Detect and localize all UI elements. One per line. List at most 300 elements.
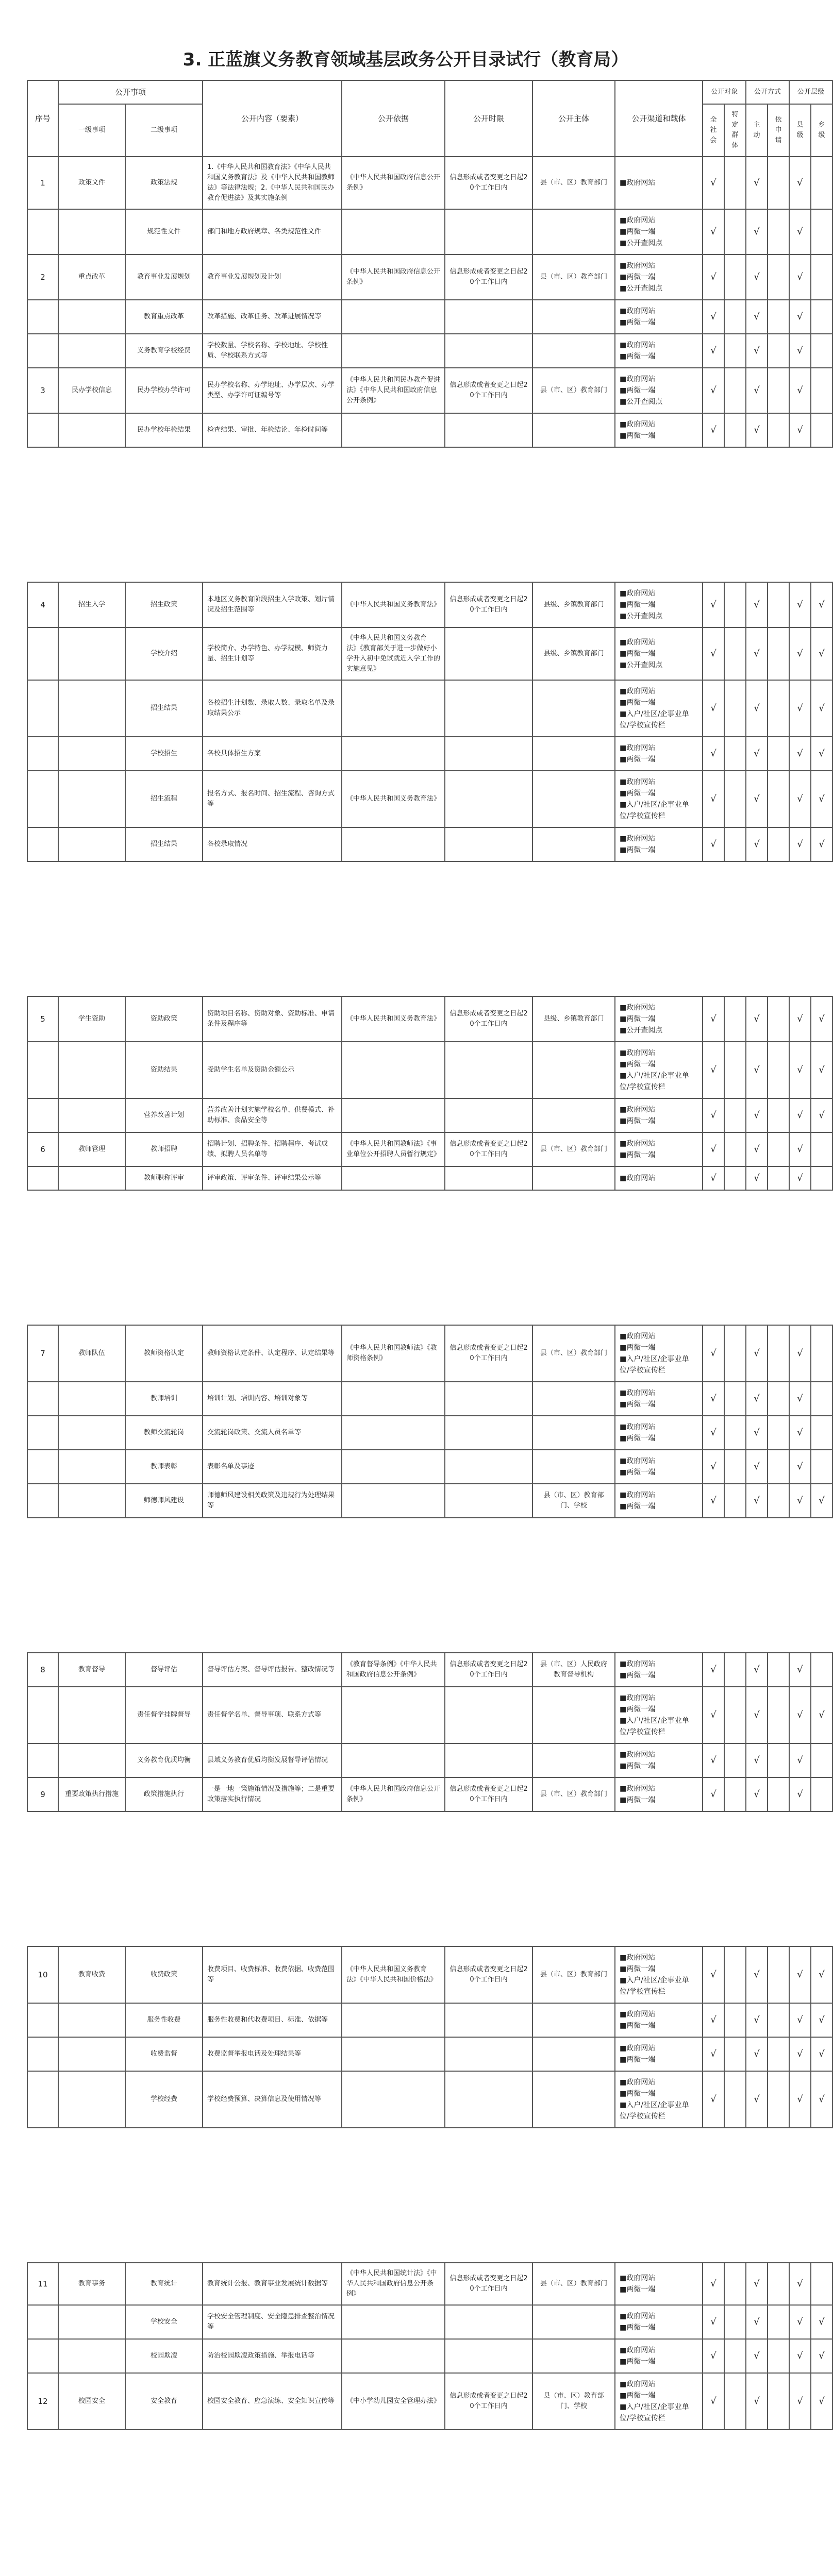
row-time [445,628,532,680]
channel-option: ■两微一端 [620,2392,656,2400]
row-time [445,2037,532,2071]
row-check-mark [724,1325,746,1382]
row-time: 信息形成或者变更之日起20个工作日内 [445,1132,532,1166]
row-time [445,1166,532,1190]
row-check-mark: √ [703,628,724,680]
row-check-mark: √ [746,1416,768,1450]
row-check-mark [768,827,789,861]
row-check-mark: √ [703,2037,724,2071]
row-seq [27,2003,58,2037]
channel-option: ■政府网站 [620,2380,656,2388]
channel-option: ■两微一端 [620,386,656,395]
channel-option: ■两微一端 [620,1762,656,1770]
row-check-mark [724,300,746,334]
row-check-mark [724,996,746,1042]
row-basis: 《中华人民共和国政府信息公开条例》 [342,157,445,209]
row-check-mark: √ [789,1098,811,1132]
row-seq [27,1484,58,1518]
row-item2: 招生流程 [125,771,203,827]
row-channel [615,1450,703,1484]
row-item2: 教师培训 [125,1382,203,1416]
header-item2: 二级事项 [125,104,203,157]
row-basis [342,413,445,447]
row-check-mark: √ [789,2305,811,2339]
table-row [27,628,832,680]
row-time: 信息形成或者变更之日起20个工作日内 [445,1325,532,1382]
row-seq [27,2339,58,2373]
row-check-mark [724,582,746,628]
row-check-mark: √ [746,368,768,413]
row-check-mark: √ [746,2263,768,2305]
row-basis [342,1042,445,1098]
row-check-mark [811,1325,832,1382]
row-check-mark: √ [811,1687,832,1743]
row-check-mark: √ [789,1450,811,1484]
row-subject [532,1743,615,1777]
row-check-mark: √ [746,157,768,209]
row-subject [532,1416,615,1450]
row-seq [27,737,58,771]
row-check-mark [811,413,832,447]
row-channel [615,2263,703,2305]
row-time [445,680,532,737]
row-item1: 重要政策执行措施 [58,1777,125,1811]
row-item1 [58,2305,125,2339]
channel-option: ■两微一端 [620,1117,656,1125]
row-check-mark [768,1416,789,1450]
header-channel: 公开渠道和载体 [615,80,703,157]
row-item2: 安全教育 [125,2373,203,2430]
row-item2: 服务性收费 [125,2003,203,2037]
row-check-mark: √ [811,996,832,1042]
row-seq [27,827,58,861]
header-town: 乡级 [811,104,832,157]
row-check-mark: √ [703,2071,724,2128]
row-channel [615,1484,703,1518]
table-row [27,2373,832,2430]
channel-option: ■两微一端 [620,1015,656,1023]
channel-option: ■两微一端 [620,755,656,764]
row-check-mark [768,1132,789,1166]
row-check-mark [768,771,789,827]
row-time [445,209,532,255]
row-check-mark [724,1484,746,1518]
row-content: 学校安全管理制度、安全隐患排查整治情况等 [203,2305,342,2339]
row-basis: 《中华人民共和国统计法》《中华人民共和国政府信息公开条例》 [342,2263,445,2305]
channel-option: ■两微一端 [620,1400,656,1409]
row-basis [342,737,445,771]
channel-option: ■政府网站 [620,687,656,696]
row-item2: 招生结果 [125,680,203,737]
row-item1: 教育事务 [58,2263,125,2305]
table-row [27,582,832,628]
row-time: 信息形成或者变更之日起20个工作日内 [445,157,532,209]
row-content: 服务性收费和代收费项目、标准、依据等 [203,2003,342,2037]
page-break [0,448,811,582]
row-content: 民办学校名称、办学地址、办学层次、办学类型、办学许可证编号等 [203,368,342,413]
row-content: 本地区义务教育阶段招生入学政策、划片情况及招生范围等 [203,582,342,628]
row-check-mark: √ [703,1098,724,1132]
row-check-mark: √ [811,771,832,827]
channel-option: ■政府网站 [620,341,656,349]
row-subject: 县（市、区）人民政府教育督导机构 [532,1653,615,1687]
channel-option: ■入户/社区/企事业单位/学校宣传栏 [620,1976,689,1996]
row-content: 评审政策、评审条件、评审结果公示等 [203,1166,342,1190]
channel-option: ■政府网站 [620,1660,656,1668]
row-channel [615,2071,703,2128]
row-basis [342,2339,445,2373]
table-row [27,1416,832,1450]
row-seq: 6 [27,1132,58,1166]
row-check-mark: √ [746,2339,768,2373]
channel-option: ■两微一端 [620,2358,656,2366]
row-content: 表彰名单及事迹 [203,1450,342,1484]
row-item2: 民办学校办学许可 [125,368,203,413]
row-check-mark [768,1325,789,1382]
row-item1: 政策文件 [58,157,125,209]
row-check-mark: √ [746,2003,768,2037]
row-check-mark: √ [811,582,832,628]
channel-option: ■政府网站 [620,1140,656,1148]
row-basis [342,1687,445,1743]
channel-option: ■两微一端 [620,2090,656,2098]
page-break [0,862,811,996]
channel-option: ■政府网站 [620,1049,656,1057]
row-channel [615,680,703,737]
channel-option: ■两微一端 [620,1468,656,1477]
row-content: 各校具体招生方案 [203,737,342,771]
row-item2: 教育统计 [125,2263,203,2305]
row-item2: 督导评估 [125,1653,203,1687]
table-row [27,209,832,255]
row-seq [27,334,58,368]
channel-option: ■两微一端 [620,650,656,658]
row-item1: 教师管理 [58,1132,125,1166]
row-check-mark: √ [703,996,724,1042]
table-row [27,1687,832,1743]
row-item1: 教育督导 [58,1653,125,1687]
row-check-mark: √ [703,1132,724,1166]
row-item1: 学生资助 [58,996,125,1042]
table-row [27,2263,832,2305]
row-check-mark [811,157,832,209]
row-content: 教育事业发展规划及计划 [203,255,342,300]
row-channel [615,255,703,300]
channel-option: ■两微一端 [620,432,656,440]
channel-option: ■政府网站 [620,1954,656,1962]
channel-option: ■政府网站 [620,420,656,429]
row-check-mark [768,1946,789,2003]
row-channel [615,157,703,209]
row-subject: 县级、乡镇教育部门 [532,628,615,680]
row-check-mark: √ [811,2003,832,2037]
row-basis: 《中华人民共和国政府信息公开条例》 [342,255,445,300]
row-basis: 《教育督导条例》《中华人民共和国政府信息公开条例》 [342,1653,445,1687]
page-break [0,1191,811,1325]
row-check-mark [724,368,746,413]
table-row [27,1653,832,1687]
channel-option: ■政府网站 [620,638,656,647]
row-check-mark: √ [811,2373,832,2430]
row-content: 受助学生名单及资助金额公示 [203,1042,342,1098]
row-check-mark: √ [703,1416,724,1450]
row-item2: 招生结果 [125,827,203,861]
row-time [445,737,532,771]
table-row [27,1382,832,1416]
table-row [27,1946,832,2003]
row-subject: 县（市、区）教育部门 [532,1325,615,1382]
row-check-mark [724,827,746,861]
row-basis [342,1743,445,1777]
row-item2: 学校安全 [125,2305,203,2339]
row-channel [615,628,703,680]
row-check-mark: √ [703,2339,724,2373]
channel-option: ■公开查阅点 [620,1026,663,1035]
row-seq: 2 [27,255,58,300]
row-item1 [58,1450,125,1484]
row-item2: 教师资格认定 [125,1325,203,1382]
row-check-mark: √ [789,680,811,737]
row-content: 改革措施、改革任务、改革进展情况等 [203,300,342,334]
row-channel [615,413,703,447]
row-check-mark: √ [789,334,811,368]
row-check-mark: √ [703,582,724,628]
channel-option: ■两微一端 [620,228,656,236]
channel-option: ■政府网站 [620,1332,656,1341]
channel-option: ■政府网站 [620,307,656,315]
row-check-mark [724,1042,746,1098]
row-check-mark: √ [746,209,768,255]
row-basis [342,680,445,737]
row-content: 教师资格认定条件、认定程序、认定结果等 [203,1325,342,1382]
row-seq [27,1166,58,1190]
row-check-mark: √ [746,1098,768,1132]
header-specific: 特定群体 [724,104,746,157]
row-check-mark: √ [789,1132,811,1166]
row-check-mark: √ [746,1166,768,1190]
row-channel [615,1653,703,1687]
row-check-mark: √ [703,157,724,209]
row-check-mark: √ [703,1687,724,1743]
row-check-mark: √ [703,1450,724,1484]
row-subject [532,2305,615,2339]
row-item1: 民办学校信息 [58,368,125,413]
page-break [0,2128,811,2262]
row-check-mark [811,368,832,413]
row-channel [615,209,703,255]
row-time [445,1484,532,1518]
row-basis: 《中华人民共和国义务教育法》《教育部关于进一步做好小学升入初中免试就近入学工作的实施意见》 [342,628,445,680]
channel-option: ■公开查阅点 [620,612,663,620]
row-time: 信息形成或者变更之日起20个工作日内 [445,1653,532,1687]
row-check-mark: √ [811,628,832,680]
row-seq: 5 [27,996,58,1042]
row-check-mark: √ [746,1743,768,1777]
row-seq: 8 [27,1653,58,1687]
row-check-mark: √ [703,1743,724,1777]
row-content: 收费项目、收费标准、收费依据、收费范围等 [203,1946,342,2003]
catalog-table [27,2262,833,2430]
row-item1 [58,628,125,680]
row-check-mark [724,1450,746,1484]
row-time [445,2339,532,2373]
row-item1 [58,771,125,827]
row-basis: 《中华人民共和国民办教育促进法》《中华人民共和国政府信息公开条例》 [342,368,445,413]
row-check-mark [768,2037,789,2071]
channel-option: ■公开查阅点 [620,239,663,247]
row-channel [615,582,703,628]
row-seq [27,1098,58,1132]
row-check-mark: √ [746,255,768,300]
row-check-mark: √ [703,1484,724,1518]
row-item2: 政策法规 [125,157,203,209]
row-time [445,413,532,447]
row-channel [615,2037,703,2071]
channel-option: ■两微一端 [620,699,656,707]
channel-option: ■政府网站 [620,262,656,270]
row-check-mark: √ [746,1687,768,1743]
row-content: 一是一地一策施策情况及措施等；二是重要政策落实执行情况 [203,1777,342,1811]
row-basis [342,827,445,861]
row-check-mark: √ [746,2305,768,2339]
row-subject: 县（市、区）教育部门 [532,255,615,300]
row-content: 招聘计划、招聘条件、招聘程序、考试成绩、拟聘人员名单等 [203,1132,342,1166]
row-check-mark: √ [789,1743,811,1777]
row-check-mark [768,996,789,1042]
row-check-mark [724,737,746,771]
channel-option: ■两微一端 [620,1965,656,1973]
row-seq [27,209,58,255]
row-check-mark: √ [789,209,811,255]
row-channel [615,2339,703,2373]
table-row [27,737,832,771]
row-check-mark: √ [746,827,768,861]
row-check-mark [768,737,789,771]
table-row [27,2305,832,2339]
row-check-mark: √ [789,1946,811,2003]
channel-option: ■两微一端 [620,2285,656,2294]
row-check-mark: √ [811,2305,832,2339]
row-seq [27,1743,58,1777]
row-check-mark: √ [703,2373,724,2430]
table-row [27,1132,832,1166]
row-time: 信息形成或者变更之日起20个工作日内 [445,2373,532,2430]
row-check-mark: √ [746,1450,768,1484]
row-time [445,1098,532,1132]
row-item2: 校园欺凌 [125,2339,203,2373]
channel-option: ■政府网站 [620,216,656,225]
channel-option: ■入户/社区/企事业单位/学校宣传栏 [620,1355,689,1375]
row-check-mark: √ [789,628,811,680]
channel-option: ■公开查阅点 [620,661,663,669]
row-subject: 县（市、区）教育部门、学校 [532,1484,615,1518]
row-seq: 9 [27,1777,58,1811]
row-content: 师德师风建设相关政策及违规行为处理结果等 [203,1484,342,1518]
row-seq: 3 [27,368,58,413]
row-check-mark: √ [811,827,832,861]
row-content: 学校数量、学校名称、学校地址、学校性质、学校联系方式等 [203,334,342,368]
row-item1 [58,1484,125,1518]
row-item2: 教师交流轮岗 [125,1416,203,1450]
row-basis [342,1098,445,1132]
row-seq [27,2305,58,2339]
row-check-mark: √ [789,996,811,1042]
row-check-mark: √ [703,737,724,771]
row-item2: 教师职称评审 [125,1166,203,1190]
row-item1 [58,2071,125,2128]
row-item1 [58,1166,125,1190]
header-content: 公开内容（要素） [203,80,342,157]
row-seq: 11 [27,2263,58,2305]
row-item1 [58,827,125,861]
row-check-mark: √ [703,1166,724,1190]
row-check-mark [811,1132,832,1166]
row-item1 [58,737,125,771]
row-check-mark [724,255,746,300]
channel-option: ■政府网站 [620,1174,656,1182]
channel-option: ■入户/社区/企事业单位/学校宣传栏 [620,801,689,820]
row-channel [615,827,703,861]
row-item1 [58,1743,125,1777]
row-item2: 规范性文件 [125,209,203,255]
channel-option: ■政府网站 [620,1694,656,1702]
row-subject [532,2071,615,2128]
row-item1 [58,1416,125,1450]
row-check-mark [724,2305,746,2339]
table-row [27,680,832,737]
row-channel [615,1098,703,1132]
row-check-mark [768,2003,789,2037]
row-item2: 教育事业发展规划 [125,255,203,300]
row-item1: 教师队伍 [58,1325,125,1382]
row-time: 信息形成或者变更之日起20个工作日内 [445,996,532,1042]
row-check-mark [811,300,832,334]
row-basis [342,2003,445,2037]
header-seq: 序号 [27,80,58,157]
channel-option: ■政府网站 [620,179,656,187]
row-check-mark [724,1098,746,1132]
row-item1 [58,2037,125,2071]
row-basis [342,300,445,334]
channel-option: ■两微一端 [620,1705,656,1714]
row-time: 信息形成或者变更之日起20个工作日内 [445,582,532,628]
row-subject [532,680,615,737]
row-check-mark: √ [746,771,768,827]
row-check-mark: √ [703,255,724,300]
table-row [27,1777,832,1811]
row-subject [532,1382,615,1416]
row-time [445,771,532,827]
channel-option: ■两微一端 [620,846,656,854]
row-content: 培训计划、培训内容、培训对象等 [203,1382,342,1416]
row-check-mark: √ [746,413,768,447]
row-time [445,1416,532,1450]
channel-option: ■入户/社区/企事业单位/学校宣传栏 [620,2403,689,2422]
row-time [445,1042,532,1098]
table-row [27,255,832,300]
channel-option: ■入户/社区/企事业单位/学校宣传栏 [620,2101,689,2121]
row-item2: 教师招聘 [125,1132,203,1166]
row-check-mark [724,1653,746,1687]
row-check-mark: √ [789,582,811,628]
header-level: 公开层级 [789,80,832,104]
row-check-mark: √ [746,1382,768,1416]
channel-option: ■公开查阅点 [620,398,663,406]
row-subject: 县级、乡镇教育部门 [532,582,615,628]
row-subject [532,300,615,334]
row-check-mark [724,413,746,447]
catalog-table [27,582,833,862]
